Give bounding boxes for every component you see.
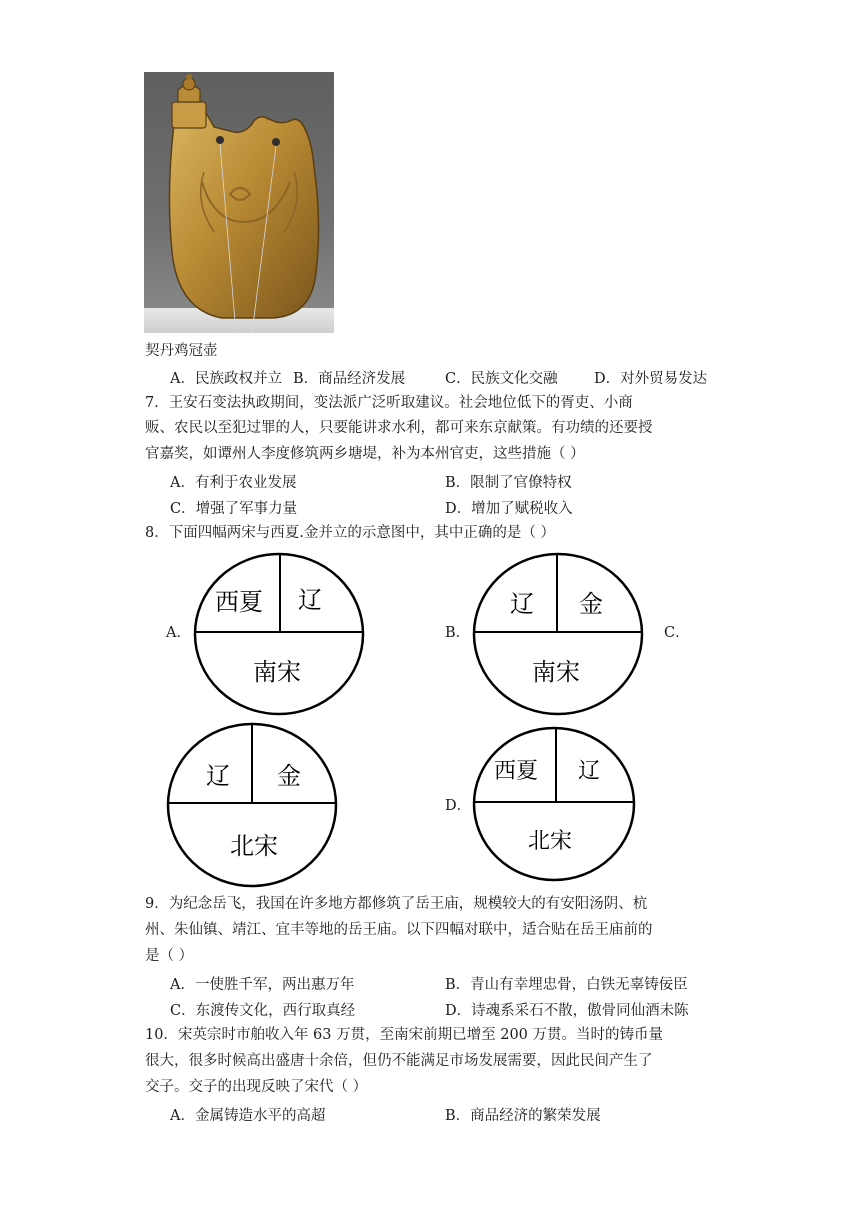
q8-label-c: C． (664, 625, 690, 641)
q8-label-a: A． (166, 625, 191, 641)
q6-option-d: D．对外贸易发达 (594, 371, 708, 387)
q8-label-d: D． (445, 798, 472, 814)
q7-option-b: B．限制了官僚特权 (445, 475, 572, 491)
q6-option-a: A．民族政权并立 (170, 371, 282, 387)
q10-option-a: A．金属铸造水平的高超 (170, 1108, 326, 1124)
diagram-b-top-left: 辽 (510, 590, 534, 618)
q7-option-a: A．有利于农业发展 (170, 475, 297, 491)
q10-option-b: B．商品经济的繁荣发展 (445, 1108, 601, 1124)
q8-diagram-b[interactable] (472, 552, 644, 720)
diagram-d-top-left: 西夏 (493, 759, 539, 784)
q8-diagram-c[interactable] (166, 722, 338, 892)
q9-option-b: B．青山有幸埋忠骨，白铁无辜铸佞臣 (445, 977, 688, 993)
q9-option-c: C．东渡传文化，西行取真经 (170, 1003, 356, 1019)
q6-option-c: C．民族文化交融 (445, 371, 558, 387)
diagram-d-top-right: 辽 (577, 759, 601, 784)
diagram-a-bottom: 南宋 (253, 658, 301, 686)
q7-stem-line-2: 贩、农民以至犯过罪的人，只要能讲求水利，都可来东京献策。有功绩的还要授 (145, 420, 653, 436)
diagram-b-top-right: 金 (579, 590, 603, 618)
q9-option-d: D．诗魂系采石不散，傲骨同仙酒未陈 (445, 1003, 689, 1019)
diagram-a-top-right: 辽 (298, 586, 322, 614)
diagram-d-bottom: 北宋 (527, 829, 573, 854)
q8-stem: 8．下面四幅两宋与西夏.金并立的示意图中，其中正确的是（ ） (145, 525, 555, 541)
q9-stem-line-2: 州、朱仙镇、靖江、宜丰等地的岳王庙。以下四幅对联中，适合贴在岳王庙前的 (145, 922, 653, 938)
q10-stem-line-2: 很大，很多时候高出盛唐十余倍，但仍不能满足市场发展需要，因此民间产生了 (145, 1053, 653, 1069)
q6-option-b: B．商品经济发展 (293, 371, 406, 387)
diagram-c-top-left: 辽 (206, 762, 230, 790)
q7-stem-line-1: 7．王安石变法执政期间，变法派广泛听取建议。社会地位低下的胥吏、小商 (145, 395, 633, 411)
diagram-b-bottom: 南宋 (532, 658, 580, 686)
diagram-a-top-left: 西夏 (215, 588, 263, 616)
image-caption: 契丹鸡冠壶 (145, 343, 218, 359)
q10-stem-line-1: 10．宋英宗时市舶收入年 63 万贯，至南宋前期已增至 200 万贯。当时的铸币量 (145, 1027, 664, 1043)
q8-label-b: B． (445, 625, 471, 641)
diagram-c-top-right: 金 (277, 762, 301, 790)
khitan-pot-photo (144, 72, 334, 333)
q8-diagram-a[interactable] (193, 552, 365, 720)
q9-stem-line-1: 9．为纪念岳飞，我国在许多地方都修筑了岳王庙，规模较大的有安阳汤阴、杭 (145, 896, 648, 912)
q9-stem-line-3: 是（ ） (145, 948, 194, 964)
q7-option-d: D．增加了赋税收入 (445, 501, 573, 517)
q7-stem-line-3: 官嘉奖，如谭州人李度修筑两乡塘堤，补为本州官吏，这些措施（ ） (145, 446, 585, 462)
q10-stem-line-3: 交子。交子的出现反映了宋代（ ） (145, 1079, 368, 1095)
q9-option-a: A．一使胜千军，两出惠万年 (170, 977, 355, 993)
q7-option-c: C．增强了军事力量 (170, 501, 298, 517)
q8-diagram-d[interactable] (472, 726, 636, 886)
diagram-c-bottom: 北宋 (230, 832, 278, 860)
